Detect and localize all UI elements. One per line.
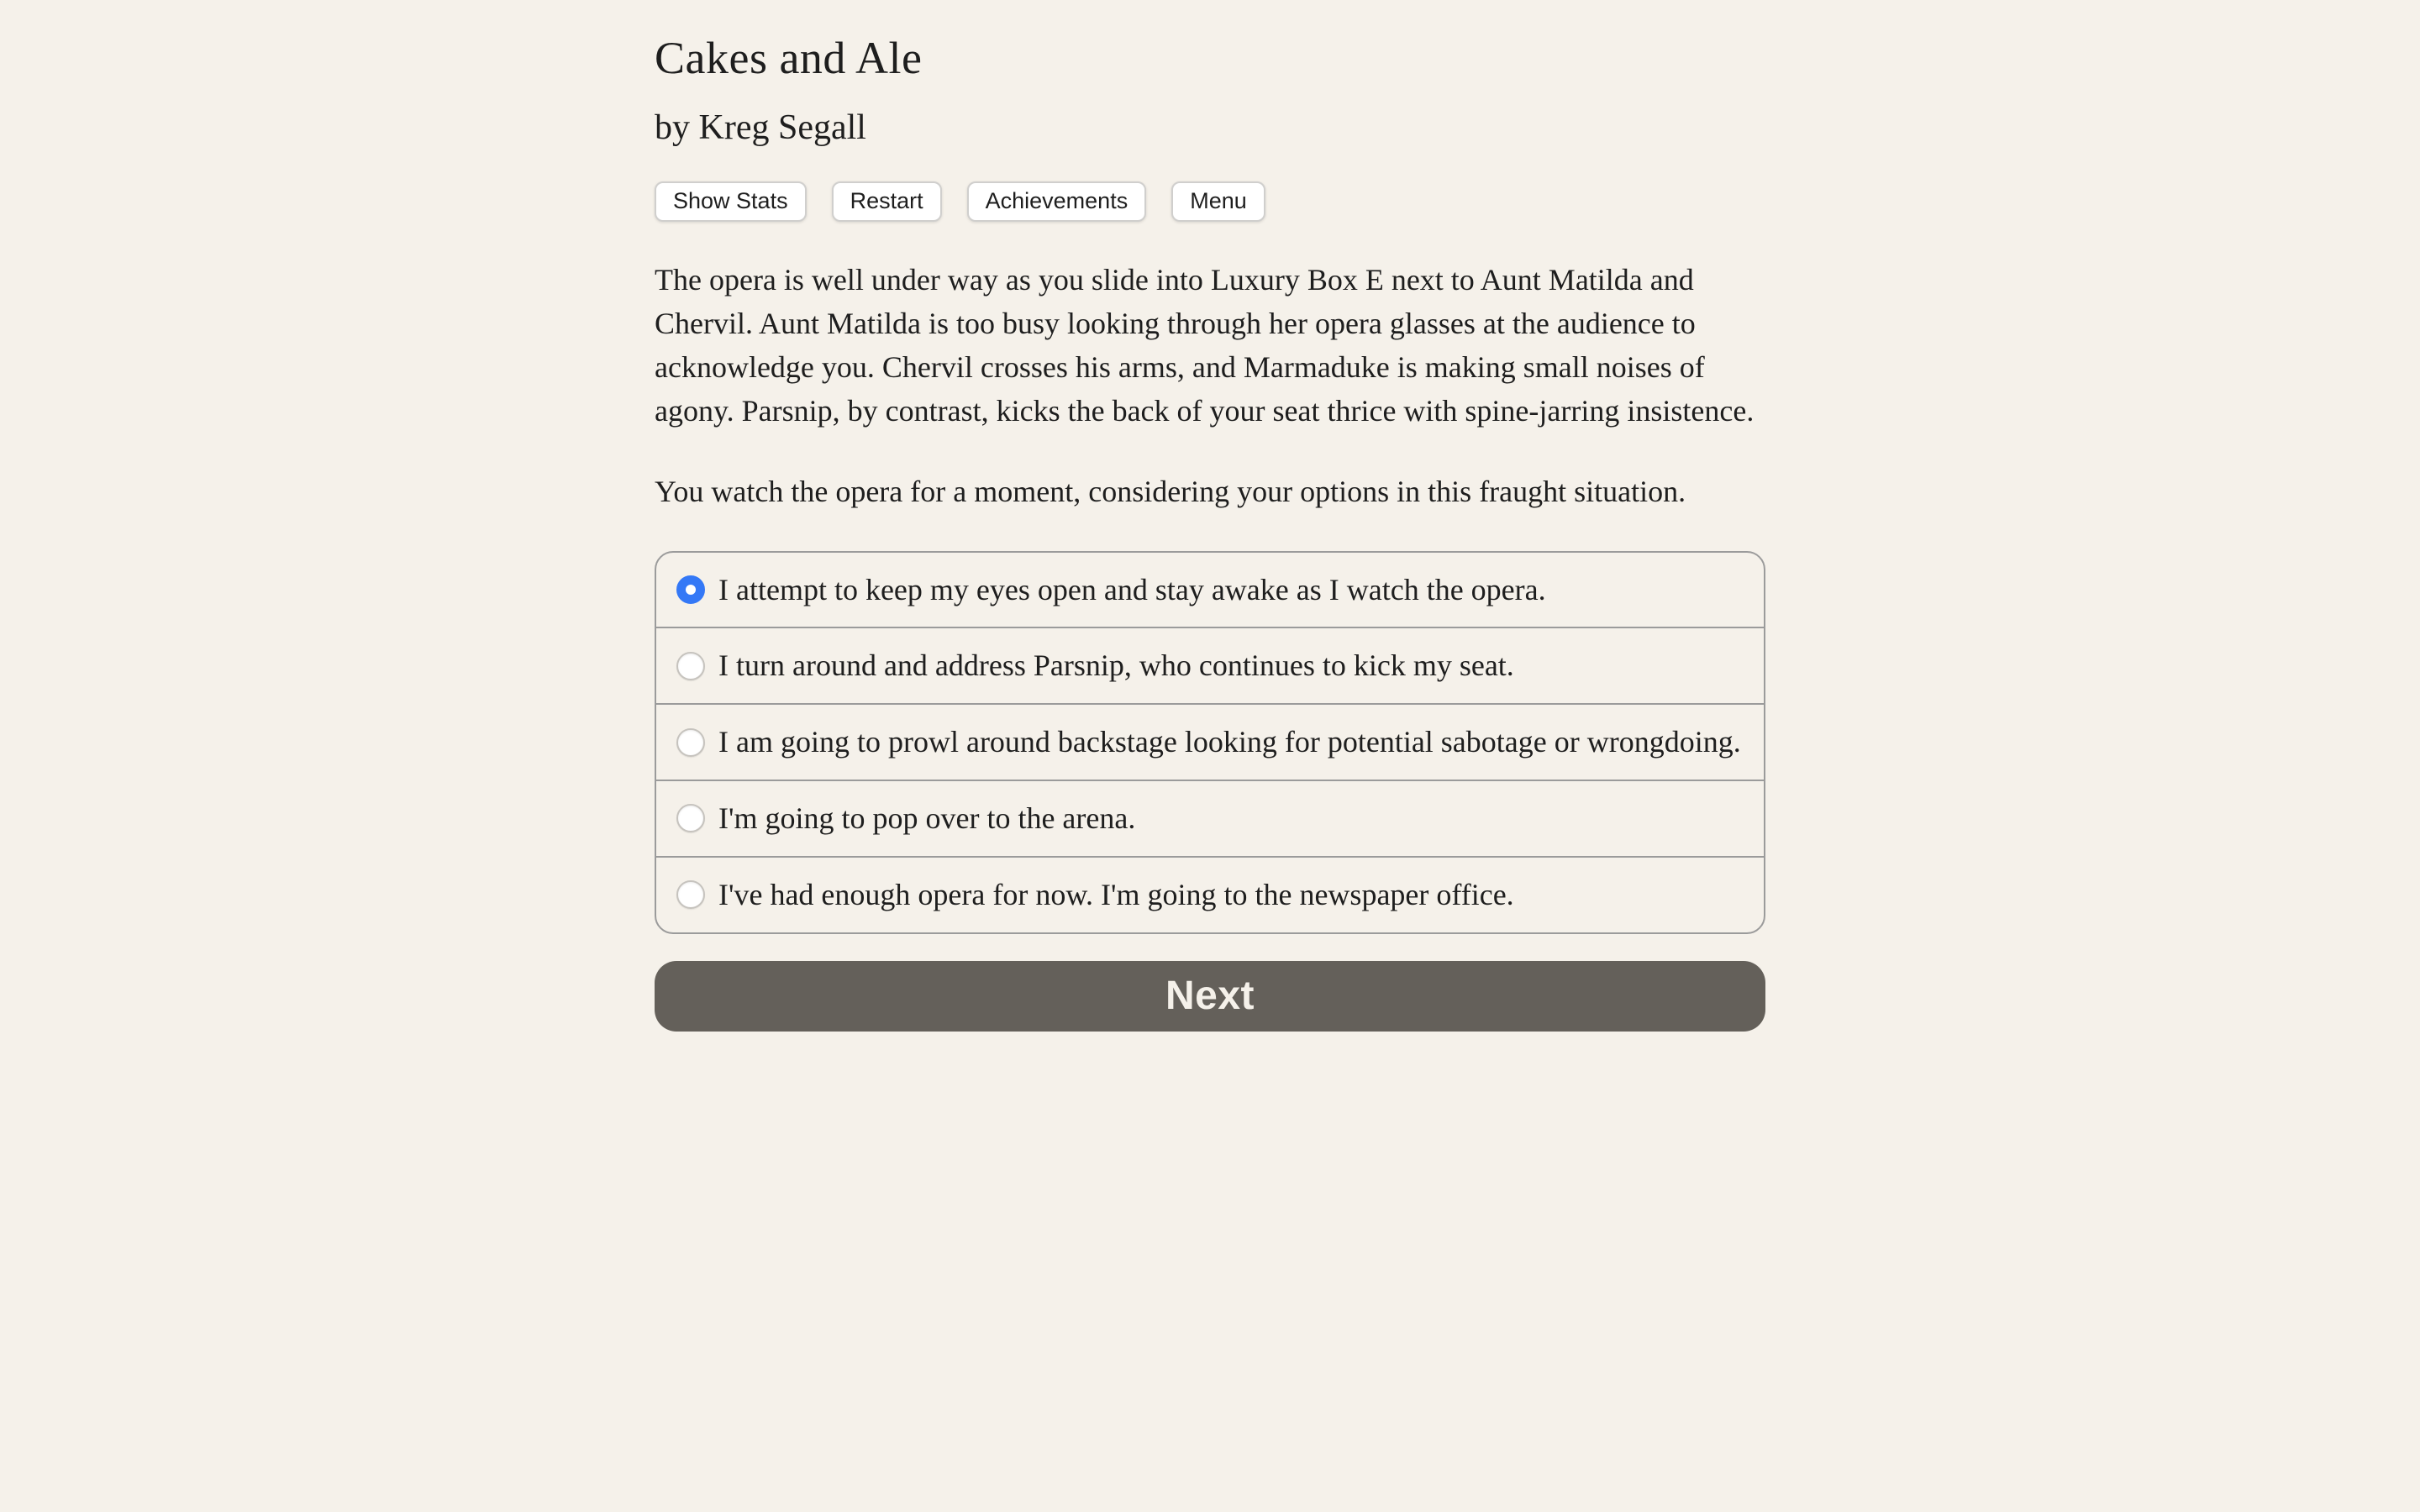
toolbar [655, 181, 1765, 222]
choice-label: I turn around and address Parsnip, who continues to kick my seat. [718, 648, 1514, 683]
choice-option-1[interactable] [656, 553, 1764, 627]
choice-option-4[interactable] [656, 780, 1764, 856]
choice-label: I am going to prowl around backstage looking for potential sabotage or wrongdoing. [718, 725, 1741, 759]
game-author: by Kreg Segall [655, 108, 866, 147]
menu-button[interactable]: Menu [1171, 181, 1265, 222]
choice-label: I've had enough opera for now. I'm going to the newspaper office. [718, 877, 1514, 911]
choice-label: I attempt to keep my eyes open and stay awake as I watch the opera. [718, 572, 1546, 606]
choice-option-3[interactable] [656, 703, 1764, 780]
radio-button[interactable] [676, 575, 705, 604]
show-stats-button[interactable]: Show Stats [655, 181, 807, 222]
story-paragraph-1: The opera is well under way as you slide into Luxury Box E next to Aunt Matilda and Chervil. Aunt Matilda is too busy looking through her opera glasses at the audience to acknowledge you. Chervil crosses his arms, and Marmaduke is making small noises of agony. Parsnip, by contrast, kicks the back of your seat thrice with spine-jarring insistence. [655, 263, 1754, 428]
story-paragraph-2: You watch the opera for a moment, considering your options in this fraught situation. [655, 474, 1686, 508]
radio-button[interactable] [676, 880, 705, 909]
choice-label: I'm going to pop over to the arena. [718, 801, 1136, 835]
choice-option-5[interactable] [656, 856, 1764, 932]
choice-list [655, 551, 1765, 934]
choice-option-2[interactable] [656, 627, 1764, 703]
game-title: Cakes and Ale [655, 33, 923, 83]
game-page [655, 0, 1765, 1032]
restart-button[interactable]: Restart [832, 181, 942, 222]
radio-button[interactable] [676, 804, 705, 832]
achievements-button[interactable]: Achievements [967, 181, 1147, 222]
next-button[interactable]: Next [655, 961, 1765, 1032]
radio-button[interactable] [676, 728, 705, 757]
radio-button[interactable] [676, 652, 705, 680]
